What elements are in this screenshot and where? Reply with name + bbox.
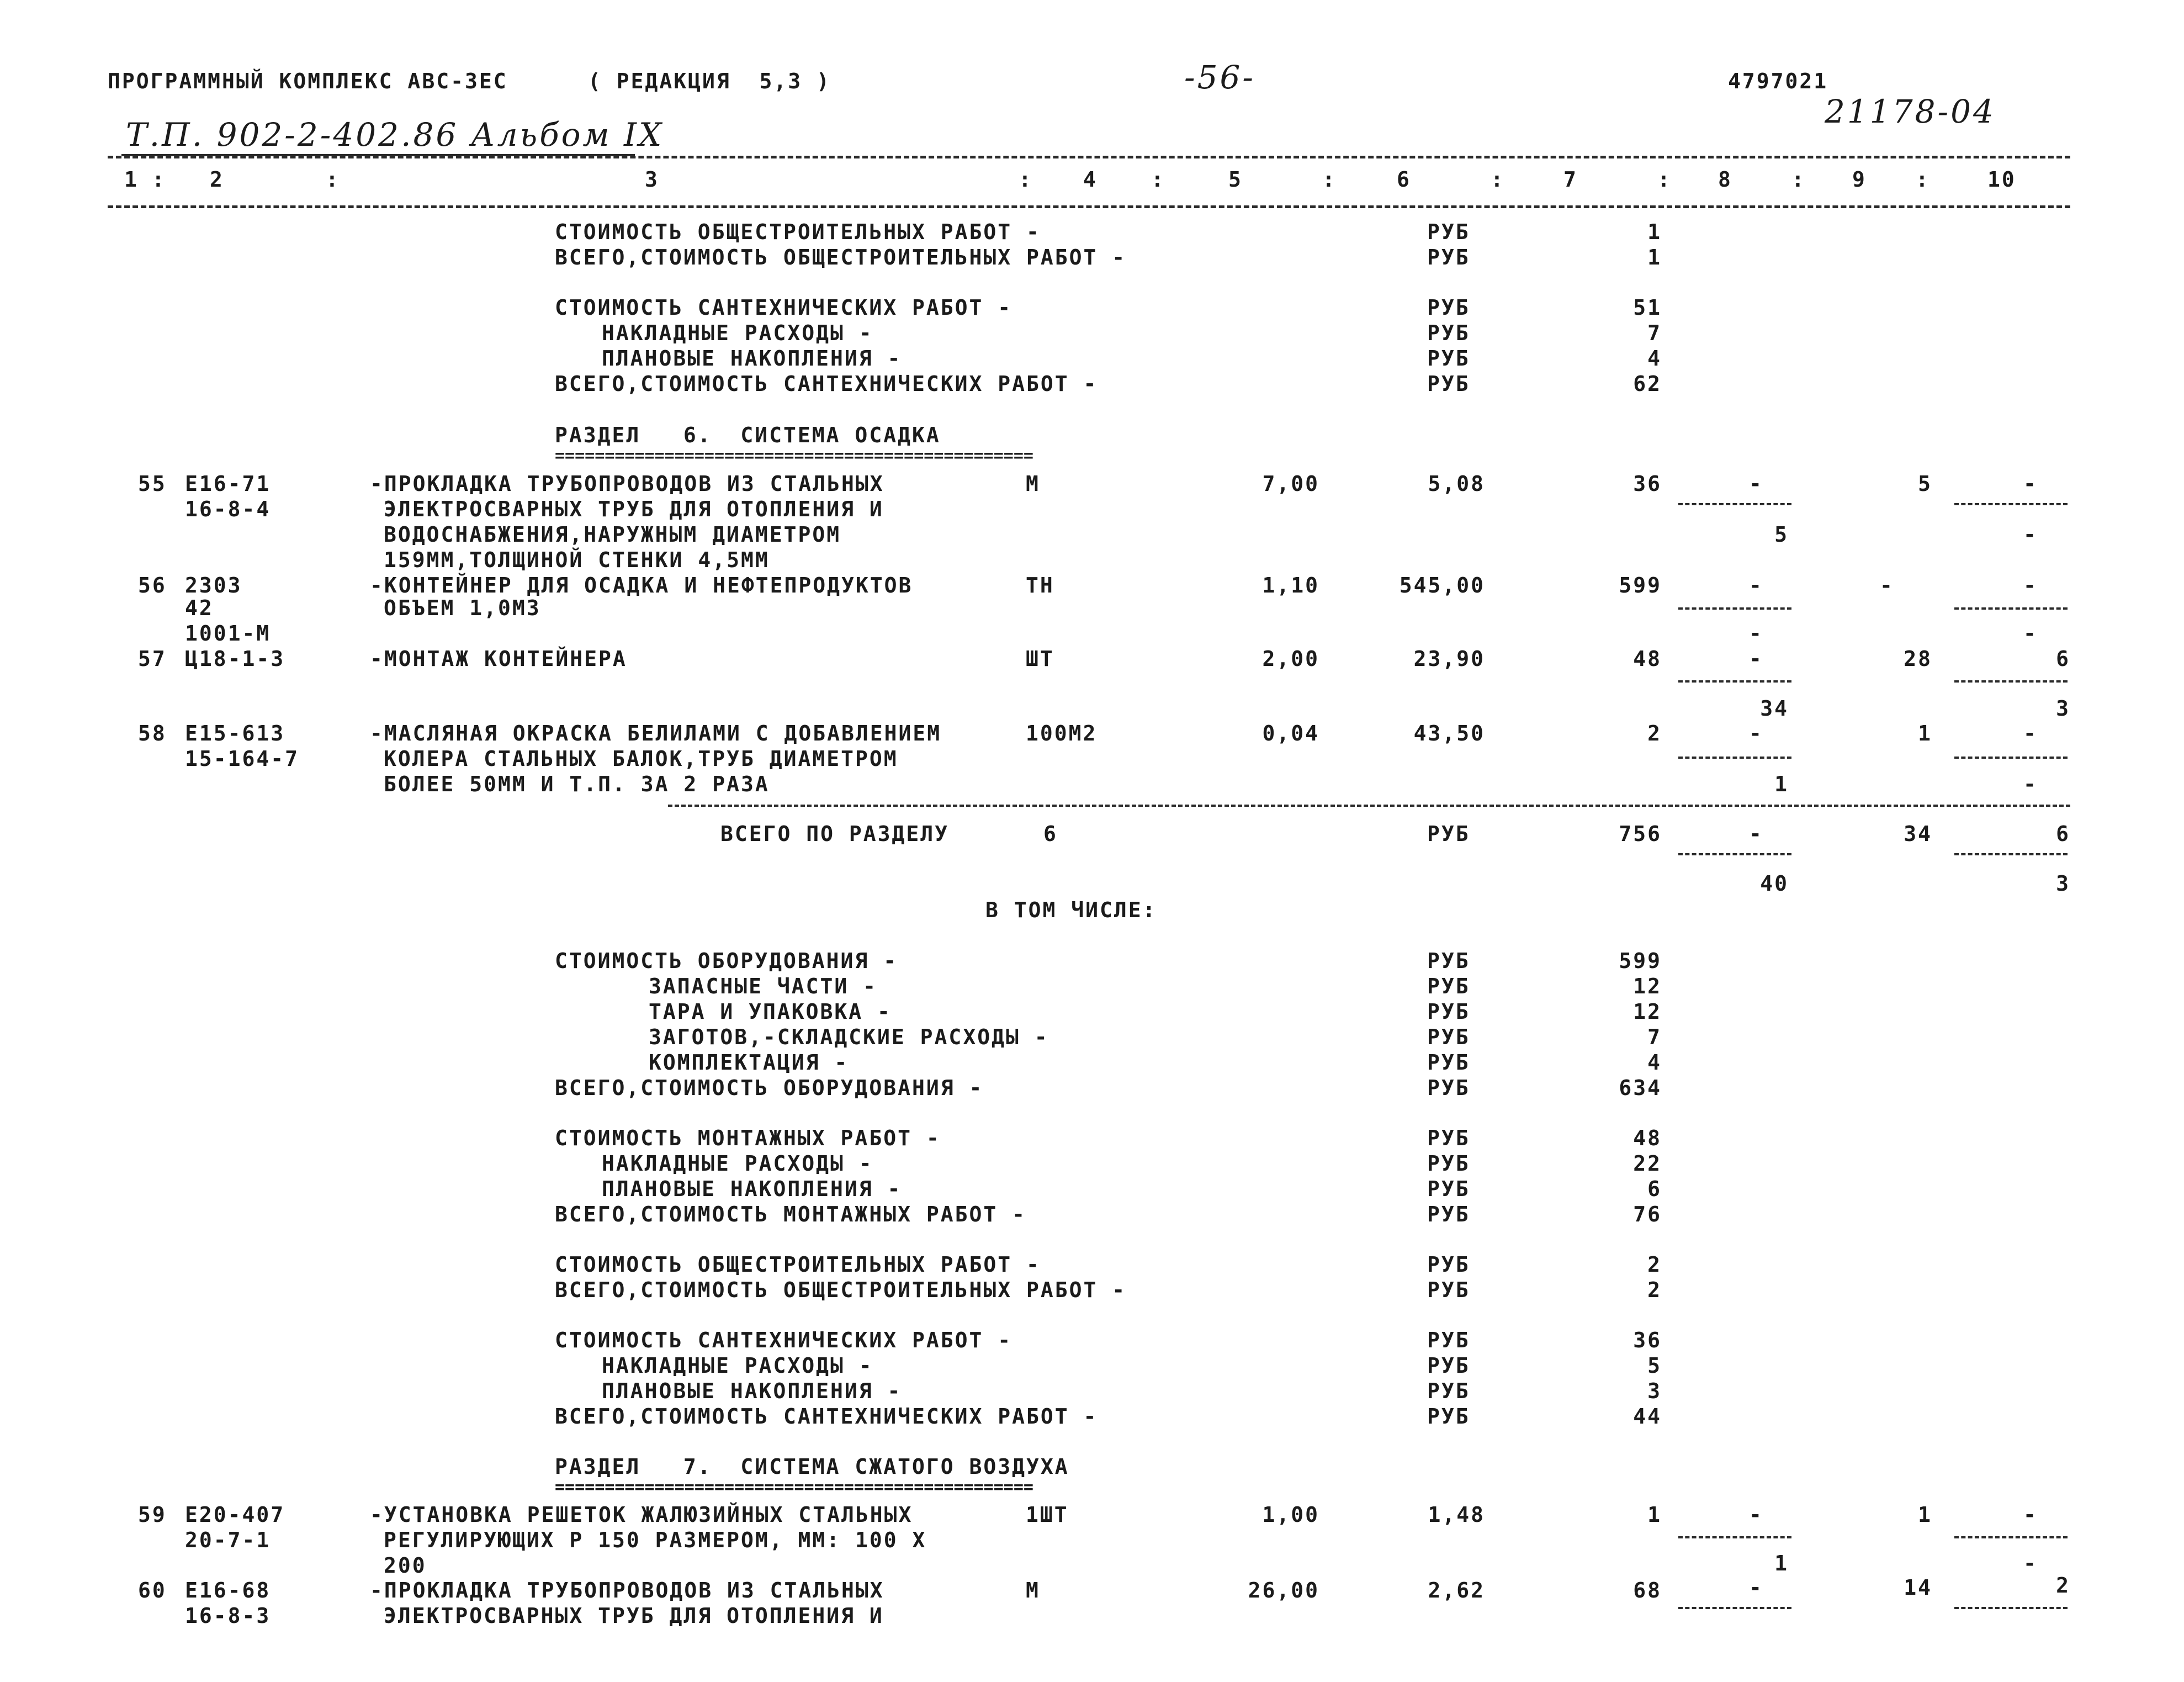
col10-value: 6 — [2056, 647, 2070, 671]
summary-label: ВСЕГО,СТОИМОСТЬ ОБОРУДОВАНИЯ - — [555, 1076, 984, 1100]
summary-label: СТОИМОСТЬ ОБЩЕСТРОИТЕЛЬНЫХ РАБОТ - — [555, 220, 1041, 244]
col8-divider — [1678, 607, 1791, 610]
section-underline: ================================================ — [555, 1478, 1033, 1497]
summary-label: СТОИМОСТЬ САНТЕХНИЧЕСКИХ РАБОТ - — [555, 1328, 1013, 1352]
summary-value: 22 — [1633, 1151, 1662, 1176]
col8-value: - — [1749, 1503, 1763, 1527]
summary-label: ВСЕГО,СТОИМОСТЬ САНТЕХНИЧЕСКИХ РАБОТ - — [555, 372, 1098, 396]
summary-unit: РУБ — [1427, 999, 1470, 1024]
summary-value: 2 — [1647, 1252, 1662, 1277]
summary-unit: РУБ — [1427, 1353, 1470, 1378]
col10-divider — [1954, 680, 2068, 683]
item-description: 200 — [384, 1553, 427, 1578]
summary-unit: РУБ — [1427, 1126, 1470, 1150]
summary-label: ПЛАНОВЫЕ НАКОПЛЕНИЯ - — [602, 1177, 902, 1201]
item-quantity: 1,00 — [1262, 1503, 1319, 1527]
item-code: 20-7-1 — [185, 1528, 271, 1552]
summary-value: 44 — [1633, 1404, 1662, 1429]
item-description: -ПРОКЛАДКА ТРУБОПРОВОДОВ ИЗ СТАЛЬНЫХ — [370, 472, 884, 496]
summary-label: ТАРА И УПАКОВКА - — [649, 999, 892, 1024]
col8-divider — [1678, 680, 1791, 683]
item-description: ЭЛЕКТРОСВАРНЫХ ТРУБ ДЛЯ ОТОПЛЕНИЯ И — [384, 1604, 884, 1628]
summary-label: СТОИМОСТЬ САНТЕХНИЧЕСКИХ РАБОТ - — [555, 295, 1013, 320]
summary-label: СТОИМОСТЬ МОНТАЖНЫХ РАБОТ - — [555, 1126, 941, 1150]
item-description: КОЛЕРА СТАЛЬНЫХ БАЛОК,ТРУБ ДИАМЕТРОМ — [384, 747, 898, 771]
col-sep: : — [326, 167, 340, 192]
col10-divider — [1954, 1536, 2068, 1538]
summary-label: НАКЛАДНЫЕ РАСХОДЫ - — [602, 321, 873, 345]
col-sep: : — [1019, 167, 1033, 192]
item-unit: М — [1026, 1578, 1040, 1602]
document-code: 4797021 — [1728, 69, 1828, 93]
col-header-8: 8 — [1718, 167, 1732, 192]
col-header-1: 1 — [124, 167, 139, 192]
col-sep: : — [1791, 167, 1806, 192]
item-number: 60 — [138, 1578, 167, 1602]
summary-value: 634 — [1619, 1076, 1662, 1100]
col9-value: 14 — [1904, 1575, 1932, 1600]
summary-value: 1 — [1647, 220, 1662, 244]
col8-value: 5 — [1774, 522, 1789, 547]
item-quantity: 2,00 — [1262, 647, 1319, 671]
col10-value: - — [2023, 1551, 2038, 1575]
summary-value: 62 — [1633, 372, 1662, 396]
summary-value: 48 — [1633, 1126, 1662, 1150]
section-total-unit: РУБ — [1427, 822, 1470, 846]
col10-value: 2 — [2056, 1573, 2070, 1598]
col9-value: 34 — [1904, 822, 1932, 846]
summary-unit: РУБ — [1427, 949, 1470, 973]
section-total-number: 6 — [1043, 822, 1058, 846]
col10-divider — [1954, 757, 2068, 759]
table-top-rule — [108, 156, 2070, 158]
col8-value: - — [1749, 1575, 1763, 1600]
col8-divider — [1678, 757, 1791, 759]
handwritten-reference: 21178-04 — [1825, 93, 1996, 130]
summary-unit: РУБ — [1427, 974, 1470, 998]
col8-value: 1 — [1774, 1551, 1789, 1575]
summary-value: 7 — [1647, 1025, 1662, 1049]
item-code: Е16-71 — [185, 472, 271, 496]
item-description: ОБЪЕМ 1,0М3 — [384, 596, 541, 620]
summary-value: 12 — [1633, 974, 1662, 998]
item-description: -ПРОКЛАДКА ТРУБОПРОВОДОВ ИЗ СТАЛЬНЫХ — [370, 1578, 884, 1602]
summary-label: ЗАПАСНЫЕ ЧАСТИ - — [649, 974, 878, 998]
summary-value: 4 — [1647, 1050, 1662, 1075]
col10-value: - — [2023, 472, 2038, 496]
col-sep: : — [1657, 167, 1672, 192]
item-price: 545,00 — [1399, 573, 1485, 597]
item-description: ВОДОСНАБЖЕНИЯ,НАРУЖНЫМ ДИАМЕТРОМ — [384, 522, 841, 547]
item-description: -КОНТЕЙНЕР ДЛЯ ОСАДКА И НЕФТЕПРОДУКТОВ — [370, 573, 913, 597]
summary-label: ЗАГОТОВ,-СКЛАДСКИЕ РАСХОДЫ - — [649, 1025, 1049, 1049]
col10-value: - — [2023, 621, 2038, 646]
item-code: 16-8-3 — [185, 1604, 271, 1628]
summary-unit: РУБ — [1427, 1076, 1470, 1100]
summary-value: 1 — [1647, 245, 1662, 269]
col10-divider — [1954, 1607, 2068, 1609]
col-header-9: 9 — [1852, 167, 1867, 192]
col8-divider — [1678, 1607, 1791, 1609]
summary-unit: РУБ — [1427, 1177, 1470, 1201]
item-total: 36 — [1633, 472, 1662, 496]
col8-value: - — [1749, 472, 1763, 496]
col-header-7: 7 — [1563, 167, 1578, 192]
item-total: 48 — [1633, 647, 1662, 671]
col8-value: - — [1749, 822, 1763, 846]
item-total: 68 — [1633, 1578, 1662, 1602]
col-sep: : — [152, 167, 166, 192]
summary-label: ВСЕГО,СТОИМОСТЬ МОНТАЖНЫХ РАБОТ - — [555, 1202, 1026, 1226]
item-price: 5,08 — [1428, 472, 1485, 496]
summary-unit: РУБ — [1427, 372, 1470, 396]
col8-value: - — [1749, 621, 1763, 646]
item-description: ЭЛЕКТРОСВАРНЫХ ТРУБ ДЛЯ ОТОПЛЕНИЯ И — [384, 497, 884, 521]
col10-value: - — [2023, 573, 2038, 597]
summary-value: 36 — [1633, 1328, 1662, 1352]
summary-label: ВСЕГО,СТОИМОСТЬ ОБЩЕСТРОИТЕЛЬНЫХ РАБОТ - — [555, 245, 1127, 269]
item-code: Ц18-1-3 — [185, 647, 285, 671]
item-code: 2303 — [185, 573, 242, 597]
col10-value: - — [2023, 772, 2038, 796]
item-total: 599 — [1619, 573, 1662, 597]
summary-unit: РУБ — [1427, 1278, 1470, 1302]
col-header-5: 5 — [1228, 167, 1243, 192]
col-header-3: 3 — [645, 167, 659, 192]
program-name: ПРОГРАММНЫЙ КОМПЛЕКС АВС-3ЕС — [108, 69, 508, 93]
summary-value: 4 — [1647, 346, 1662, 371]
col8-value: 40 — [1760, 871, 1789, 896]
summary-value: 12 — [1633, 999, 1662, 1024]
album-title: Т.П. 902-2-402.86 Альбом IX — [126, 116, 664, 154]
col10-value: 3 — [2056, 696, 2070, 721]
summary-unit: РУБ — [1427, 321, 1470, 345]
item-code: 15-164-7 — [185, 747, 300, 771]
col8-value: - — [1749, 573, 1763, 597]
section-total-label: ВСЕГО ПО РАЗДЕЛУ — [720, 822, 950, 846]
item-total: 2 — [1647, 721, 1662, 745]
item-code: Е15-613 — [185, 721, 285, 745]
item-quantity: 0,04 — [1262, 721, 1319, 745]
col-header-4: 4 — [1083, 167, 1098, 192]
summary-value: 599 — [1619, 949, 1662, 973]
item-unit: ШТ — [1026, 647, 1054, 671]
summary-label: НАКЛАДНЫЕ РАСХОДЫ - — [602, 1151, 873, 1176]
summary-label: КОМПЛЕКТАЦИЯ - — [649, 1050, 849, 1075]
item-quantity: 26,00 — [1248, 1578, 1319, 1602]
col-sep: : — [1322, 167, 1337, 192]
summary-value: 51 — [1633, 295, 1662, 320]
item-unit: 100М2 — [1026, 721, 1098, 745]
summary-unit: РУБ — [1427, 295, 1470, 320]
summary-value: 5 — [1647, 1353, 1662, 1378]
summary-value: 2 — [1647, 1278, 1662, 1302]
summary-unit: РУБ — [1427, 1025, 1470, 1049]
item-unit: М — [1026, 472, 1040, 496]
item-code: Е20-407 — [185, 1503, 285, 1527]
summary-unit: РУБ — [1427, 1404, 1470, 1429]
col10-value: 3 — [2056, 871, 2070, 896]
item-number: 57 — [138, 647, 167, 671]
col10-value: 6 — [2056, 822, 2070, 846]
item-code: 42 — [185, 596, 214, 620]
col9-value: - — [1880, 573, 1894, 597]
item-description: БОЛЕЕ 50ММ И Т.П. ЗА 2 РАЗА — [384, 772, 770, 796]
item-quantity: 7,00 — [1262, 472, 1319, 496]
col8-value: 34 — [1760, 696, 1789, 721]
item-number: 55 — [138, 472, 167, 496]
col10-value: - — [2023, 1503, 2038, 1527]
col-header-10: 10 — [1987, 167, 2016, 192]
col8-divider — [1678, 503, 1791, 505]
item-description: РЕГУЛИРУЮЩИХ Р 150 РАЗМЕРОМ, ММ: 100 Х — [384, 1528, 927, 1552]
summary-unit: РУБ — [1427, 1050, 1470, 1075]
summary-value: 7 — [1647, 321, 1662, 345]
summary-unit: РУБ — [1427, 220, 1470, 244]
item-number: 59 — [138, 1503, 167, 1527]
col9-value: 28 — [1904, 647, 1932, 671]
item-number: 56 — [138, 573, 167, 597]
summary-label: ПЛАНОВЫЕ НАКОПЛЕНИЯ - — [602, 1379, 902, 1403]
section-title: РАЗДЕЛ 6. СИСТЕМА ОСАДКА — [555, 423, 941, 447]
col10-divider — [1954, 503, 2068, 505]
including-heading: В ТОМ ЧИСЛЕ: — [985, 898, 1157, 922]
col9-value: 1 — [1918, 1503, 1932, 1527]
summary-unit: РУБ — [1427, 1252, 1470, 1277]
summary-unit: РУБ — [1427, 245, 1470, 269]
page-number: -56- — [1184, 59, 1255, 96]
col8-divider — [1678, 1536, 1791, 1538]
summary-value: 76 — [1633, 1202, 1662, 1226]
section-title: РАЗДЕЛ 7. СИСТЕМА СЖАТОГО ВОЗДУХА — [555, 1454, 1069, 1479]
item-code: 16-8-4 — [185, 497, 271, 521]
item-price: 43,50 — [1413, 721, 1485, 745]
item-description: 159ММ,ТОЛЩИНОЙ СТЕНКИ 4,5ММ — [384, 548, 770, 572]
item-number: 58 — [138, 721, 167, 745]
summary-unit: РУБ — [1427, 1202, 1470, 1226]
item-description: -УСТАНОВКА РЕШЕТОК ЖАЛЮЗИЙНЫХ СТАЛЬНЫХ — [370, 1503, 913, 1527]
summary-unit: РУБ — [1427, 1379, 1470, 1403]
item-price: 1,48 — [1428, 1503, 1485, 1527]
summary-unit: РУБ — [1427, 1328, 1470, 1352]
col-header-2: 2 — [210, 167, 224, 192]
summary-label: СТОИМОСТЬ ОБОРУДОВАНИЯ - — [555, 949, 898, 973]
program-edition: ( РЕДАКЦИЯ 5,3 ) — [588, 69, 831, 93]
summary-value: 6 — [1647, 1177, 1662, 1201]
summary-unit: РУБ — [1427, 1151, 1470, 1176]
item-total: 1 — [1647, 1503, 1662, 1527]
item-quantity: 1,10 — [1262, 573, 1319, 597]
section-total-rule — [668, 805, 2070, 807]
item-code: 1001-М — [185, 621, 271, 646]
summary-value: 3 — [1647, 1379, 1662, 1403]
col10-divider — [1954, 853, 2068, 855]
section-underline: ================================================ — [555, 446, 1033, 466]
item-code: Е16-68 — [185, 1578, 271, 1602]
summary-label: ПЛАНОВЫЕ НАКОПЛЕНИЯ - — [602, 346, 902, 371]
summary-label: СТОИМОСТЬ ОБЩЕСТРОИТЕЛЬНЫХ РАБОТ - — [555, 1252, 1041, 1277]
summary-unit: РУБ — [1427, 346, 1470, 371]
col-header-6: 6 — [1397, 167, 1411, 192]
col-sep: : — [1491, 167, 1505, 192]
col9-value: 5 — [1918, 472, 1932, 496]
col8-value: - — [1749, 721, 1763, 745]
item-description: -МАСЛЯНАЯ ОКРАСКА БЕЛИЛАМИ С ДОБАВЛЕНИЕМ — [370, 721, 942, 745]
item-price: 23,90 — [1413, 647, 1485, 671]
col9-value: 1 — [1918, 721, 1932, 745]
summary-label: ВСЕГО,СТОИМОСТЬ САНТЕХНИЧЕСКИХ РАБОТ - — [555, 1404, 1098, 1429]
summary-label: ВСЕГО,СТОИМОСТЬ ОБЩЕСТРОИТЕЛЬНЫХ РАБОТ - — [555, 1278, 1127, 1302]
col8-value: - — [1749, 647, 1763, 671]
summary-label: НАКЛАДНЫЕ РАСХОДЫ - — [602, 1353, 873, 1378]
col8-divider — [1678, 853, 1791, 855]
item-unit: 1ШТ — [1026, 1503, 1069, 1527]
table-header-rule — [108, 205, 2070, 208]
item-price: 2,62 — [1428, 1578, 1485, 1602]
col10-divider — [1954, 607, 2068, 610]
item-unit: ТН — [1026, 573, 1054, 597]
section-total-value: 756 — [1619, 822, 1662, 846]
col-sep: : — [1916, 167, 1930, 192]
col10-value: - — [2023, 721, 2038, 745]
col10-value: - — [2023, 522, 2038, 547]
item-description: -МОНТАЖ КОНТЕЙНЕРА — [370, 647, 627, 671]
col-sep: : — [1151, 167, 1165, 192]
col8-value: 1 — [1774, 772, 1789, 796]
